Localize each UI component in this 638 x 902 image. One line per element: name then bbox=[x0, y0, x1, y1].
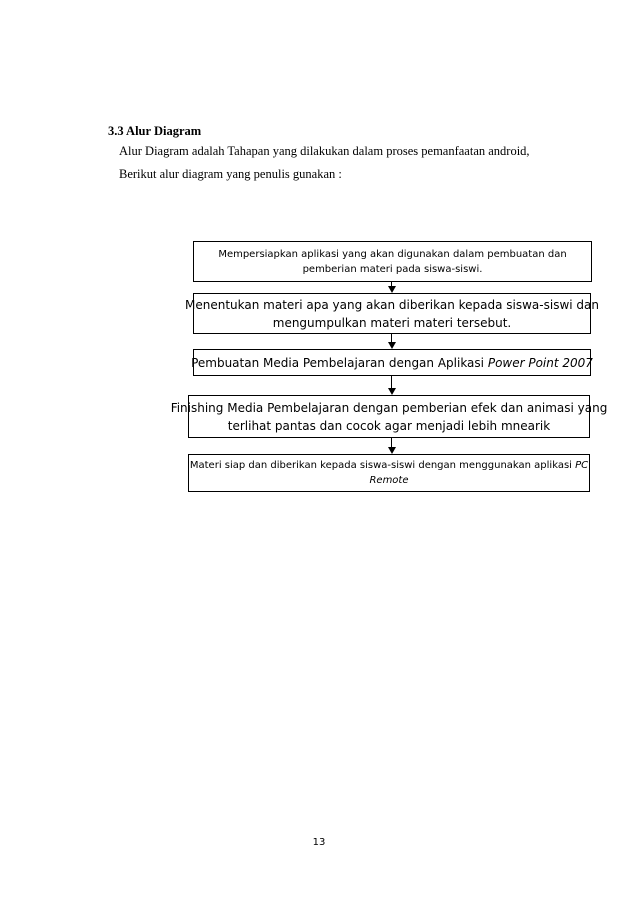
flow-step-text-italic: Remote bbox=[369, 475, 409, 486]
flow-step-text: Finishing Media Pembelajaran dengan pemberian efek dan animasi yang bbox=[170, 400, 608, 415]
flow-step-text bbox=[190, 458, 588, 474]
flow-step-finishing bbox=[170, 395, 608, 438]
flow-arrow-down bbox=[388, 334, 396, 349]
flow-step-deliver-material bbox=[188, 454, 590, 492]
flow-step-prepare-app bbox=[193, 241, 592, 282]
section-heading: 3.3 Alur Diagram bbox=[108, 124, 202, 138]
flow-step-text-plain: Pembuatan Media Pembelajaran dengan Aplikasi bbox=[191, 355, 488, 370]
page-number: 13 bbox=[312, 837, 326, 848]
flow-arrow-down bbox=[388, 438, 396, 454]
flow-arrow-down bbox=[388, 376, 396, 395]
flow-step-text-italic: PC bbox=[575, 459, 589, 471]
flow-step-text-italic: Power Point 2007 bbox=[487, 355, 593, 370]
paragraph-intro: Alur Diagram adalah Tahapan yang dilakukan dalam proses pemanfaatan android, bbox=[119, 144, 530, 158]
flow-step-text: Menentukan materi apa yang akan diberikan kepada siswa-siswi dan bbox=[185, 297, 599, 312]
flow-step-determine-material bbox=[185, 293, 599, 334]
flow-step-text: Mempersiapkan aplikasi yang akan digunakan dalam pembuatan dan bbox=[218, 248, 567, 260]
flow-step-text: mengumpulkan materi materi tersebut. bbox=[272, 315, 512, 330]
flow-step-text: terlihat pantas dan cocok agar menjadi lebih mnearik bbox=[227, 418, 551, 433]
flow-step-text bbox=[191, 354, 593, 372]
flow-step-text: pemberian materi pada siswa-siswi. bbox=[302, 263, 483, 275]
flow-arrow-down bbox=[388, 282, 396, 293]
flow-step-text bbox=[369, 473, 408, 489]
flow-step-create-media bbox=[193, 349, 591, 376]
paragraph-flow-intro: Berikut alur diagram yang penulis gunakan : bbox=[119, 167, 342, 181]
flow-step-text-plain: Materi siap dan diberikan kepada siswa-siswi dengan menggunakan aplikasi bbox=[189, 459, 576, 471]
